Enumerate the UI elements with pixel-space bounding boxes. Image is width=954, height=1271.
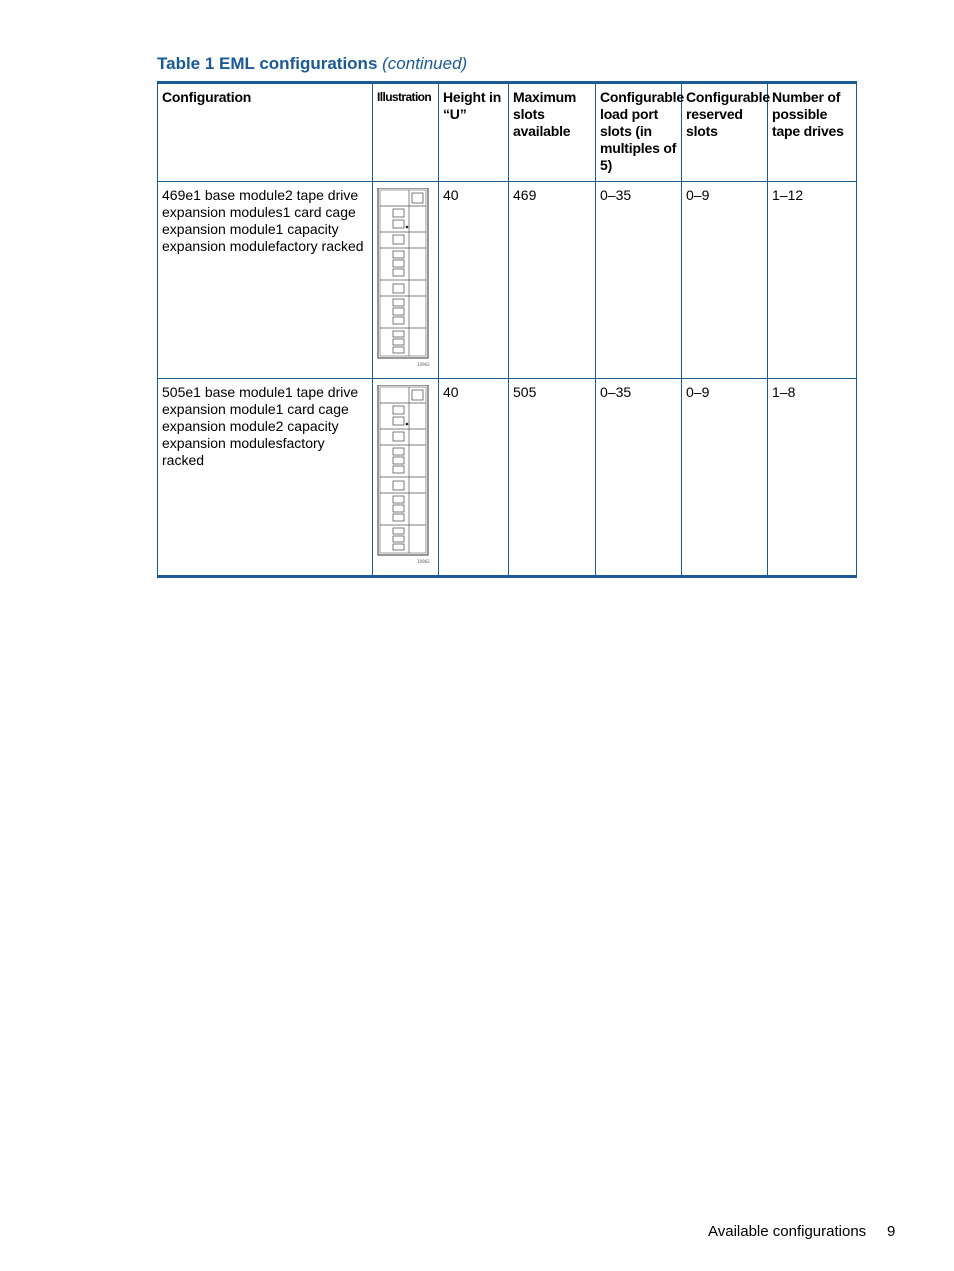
cell-height: 40 <box>439 379 509 577</box>
header-reserved-slots: Configurable reserved slots <box>682 83 768 182</box>
rack-illustration <box>377 385 431 567</box>
table-row <box>158 182 857 379</box>
cell-illustration <box>373 182 439 379</box>
figure-id: 10962 <box>417 362 430 367</box>
figure-id: 10962 <box>417 559 430 564</box>
cell-height: 40 <box>439 182 509 379</box>
header-illustration: Illustration <box>373 83 439 182</box>
header-load-port-slots: Configurable load port slots (in multiples of 5) <box>596 83 682 182</box>
table-row <box>158 379 857 577</box>
footer-section-title: Available configurations <box>708 1223 867 1240</box>
table-caption <box>157 54 467 74</box>
cell-configuration: 469e1 base module2 tape drive expansion modules1 card cage expansion module1 capacity expansion modulefactory racked <box>158 182 373 379</box>
cell-tape-drives: 1–8 <box>768 379 857 577</box>
table-caption-title: Table 1 EML configurations <box>157 54 378 73</box>
cell-max-slots: 469 <box>509 182 596 379</box>
cell-load-port-slots: 0–35 <box>596 182 682 379</box>
cell-configuration: 505e1 base module1 tape drive expansion module1 card cage expansion module2 capacity expansion modulesfactory racked <box>158 379 373 577</box>
cell-load-port-slots: 0–35 <box>596 379 682 577</box>
eml-configurations-table <box>157 81 857 578</box>
header-configuration: Configuration <box>158 83 373 182</box>
cell-reserved-slots: 0–9 <box>682 379 768 577</box>
rack-illustration <box>377 188 431 370</box>
cell-reserved-slots: 0–9 <box>682 182 768 379</box>
header-max-slots: Maximum slots available <box>509 83 596 182</box>
header-tape-drives: Number of possible tape drives <box>768 83 857 182</box>
cell-max-slots: 505 <box>509 379 596 577</box>
footer-page-number: 9 <box>887 1223 896 1240</box>
table-caption-suffix: (continued) <box>382 54 468 73</box>
cell-tape-drives: 1–12 <box>768 182 857 379</box>
header-height: Height in “U” <box>439 83 509 182</box>
cell-illustration <box>373 379 439 577</box>
table-header-row <box>158 83 857 182</box>
